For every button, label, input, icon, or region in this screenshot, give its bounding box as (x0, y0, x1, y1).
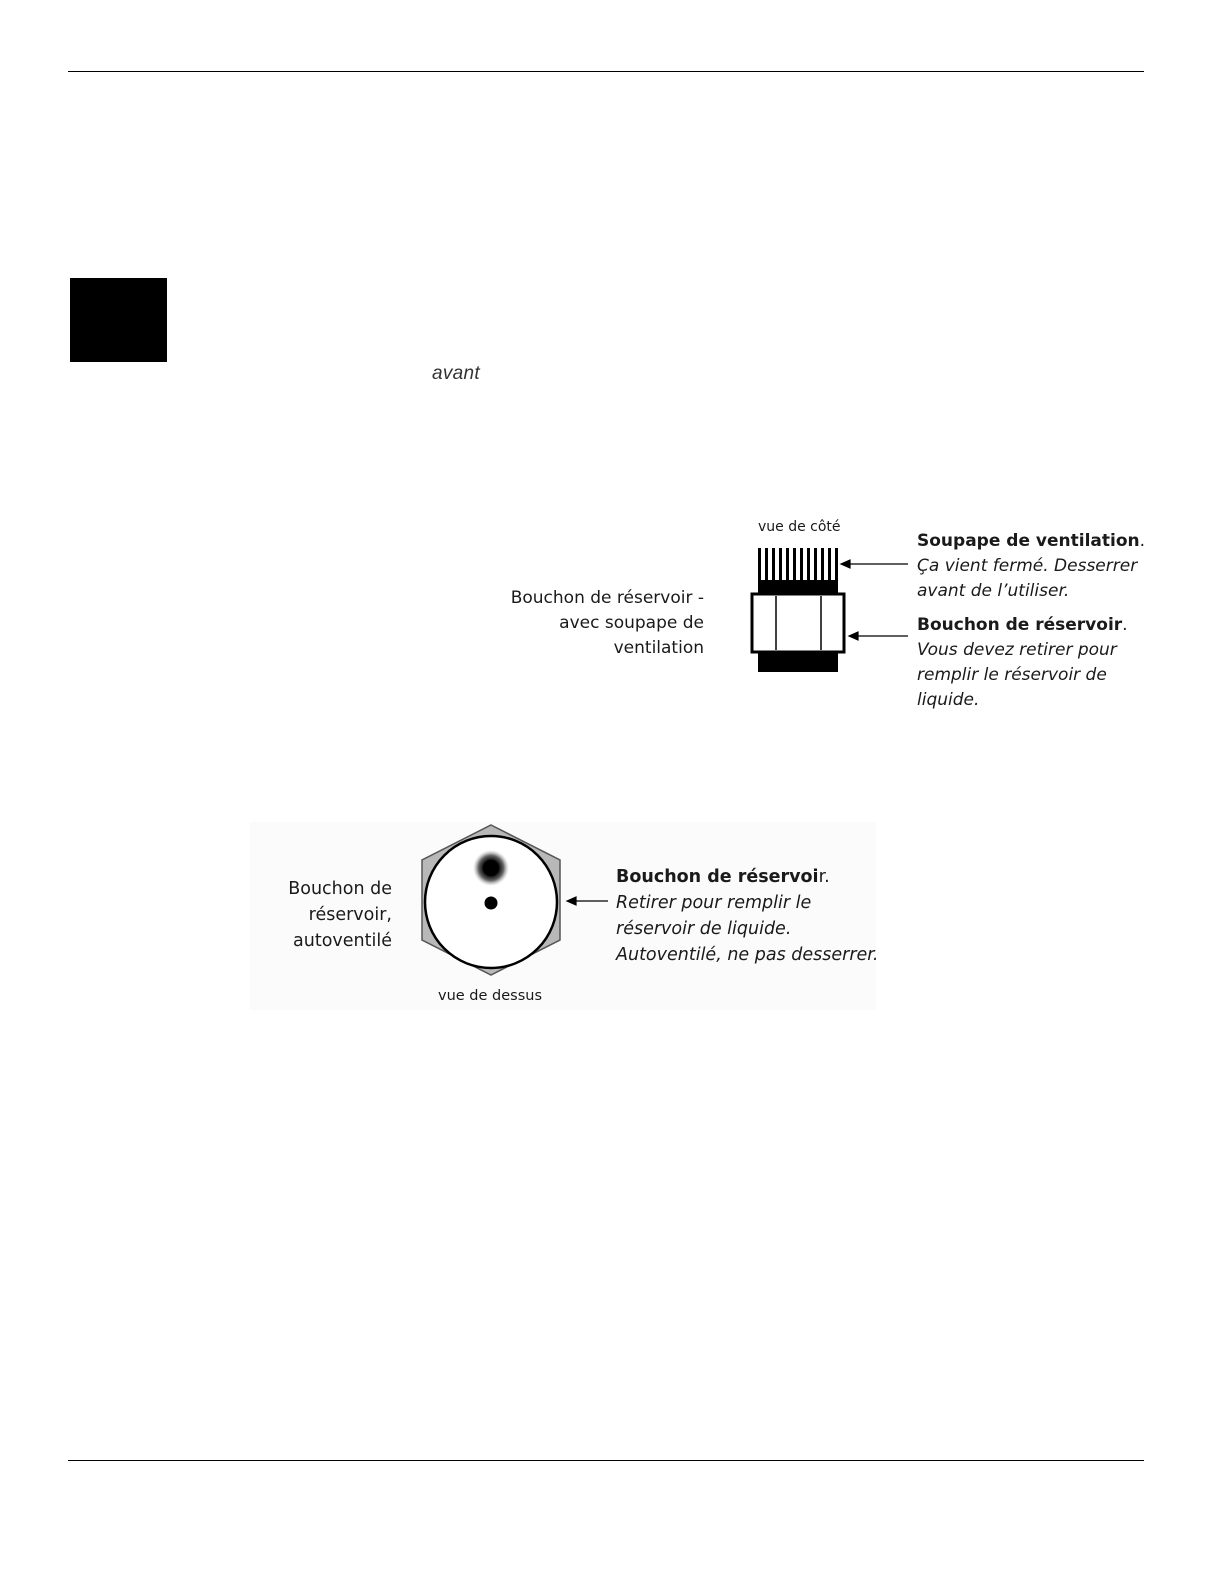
top-cap-callout (616, 864, 896, 968)
cap-thread-base (758, 652, 838, 672)
arrow-to-top-cap (567, 897, 608, 905)
vent-valve-callout (917, 529, 1157, 604)
top-callout-line-2: réservoir de liquide. (616, 919, 792, 939)
top-left-line-3: autoventilé (293, 931, 392, 951)
top-callout-line-3: Autoventilé, ne pas desserrer. (616, 945, 879, 965)
top-view-cap-drawing (410, 820, 610, 990)
vent-callout-title-suffix: . (1139, 531, 1146, 551)
arrow-to-cap (849, 632, 908, 640)
cap-callout-title-suffix: . (1122, 615, 1128, 635)
avant-text: avant (432, 363, 480, 384)
center-dot (485, 897, 498, 910)
top-figure-left-label (270, 876, 392, 954)
header-rule (68, 71, 1144, 72)
vent-callout-line-1: Ça vient fermé. Desserrer (917, 556, 1138, 576)
top-left-line-1: Bouchon de (288, 879, 392, 899)
top-left-line-2: réservoir, (308, 905, 392, 925)
vent-valve-ridges (758, 548, 838, 584)
cap-callout-line-1: Vous devez retirer pour (917, 640, 1117, 660)
footer-rule (68, 1460, 1144, 1461)
side-view-cap-drawing (740, 540, 915, 680)
vent-valve-base (758, 580, 838, 594)
vent-hole (483, 860, 499, 876)
top-callout-title-suffix: r. (818, 867, 830, 887)
cap-callout-line-2: remplir le réservoir de (917, 665, 1107, 685)
cap-callout-title: Bouchon de réservoir (917, 615, 1123, 635)
top-view-label: vue de dessus (438, 988, 543, 1004)
arrow-to-vent (841, 560, 908, 568)
side-left-line-1: Bouchon de réservoir - (510, 588, 704, 608)
section-tab-marker (70, 278, 167, 362)
side-view-label: vue de côté (758, 519, 841, 535)
top-callout-title: Bouchon de réservoi (616, 867, 819, 887)
side-left-line-2: avec soupape de (559, 613, 704, 633)
side-figure-left-label (470, 586, 704, 661)
side-left-line-3: ventilation (613, 638, 704, 658)
cap-callout (917, 613, 1157, 713)
top-callout-line-1: Retirer pour remplir le (616, 893, 812, 913)
cap-body (752, 594, 844, 652)
vent-callout-title: Soupape de ventilation (917, 531, 1140, 551)
cap-callout-line-3: liquide. (917, 690, 980, 710)
vent-callout-line-2: avant de l’utiliser. (917, 581, 1070, 601)
